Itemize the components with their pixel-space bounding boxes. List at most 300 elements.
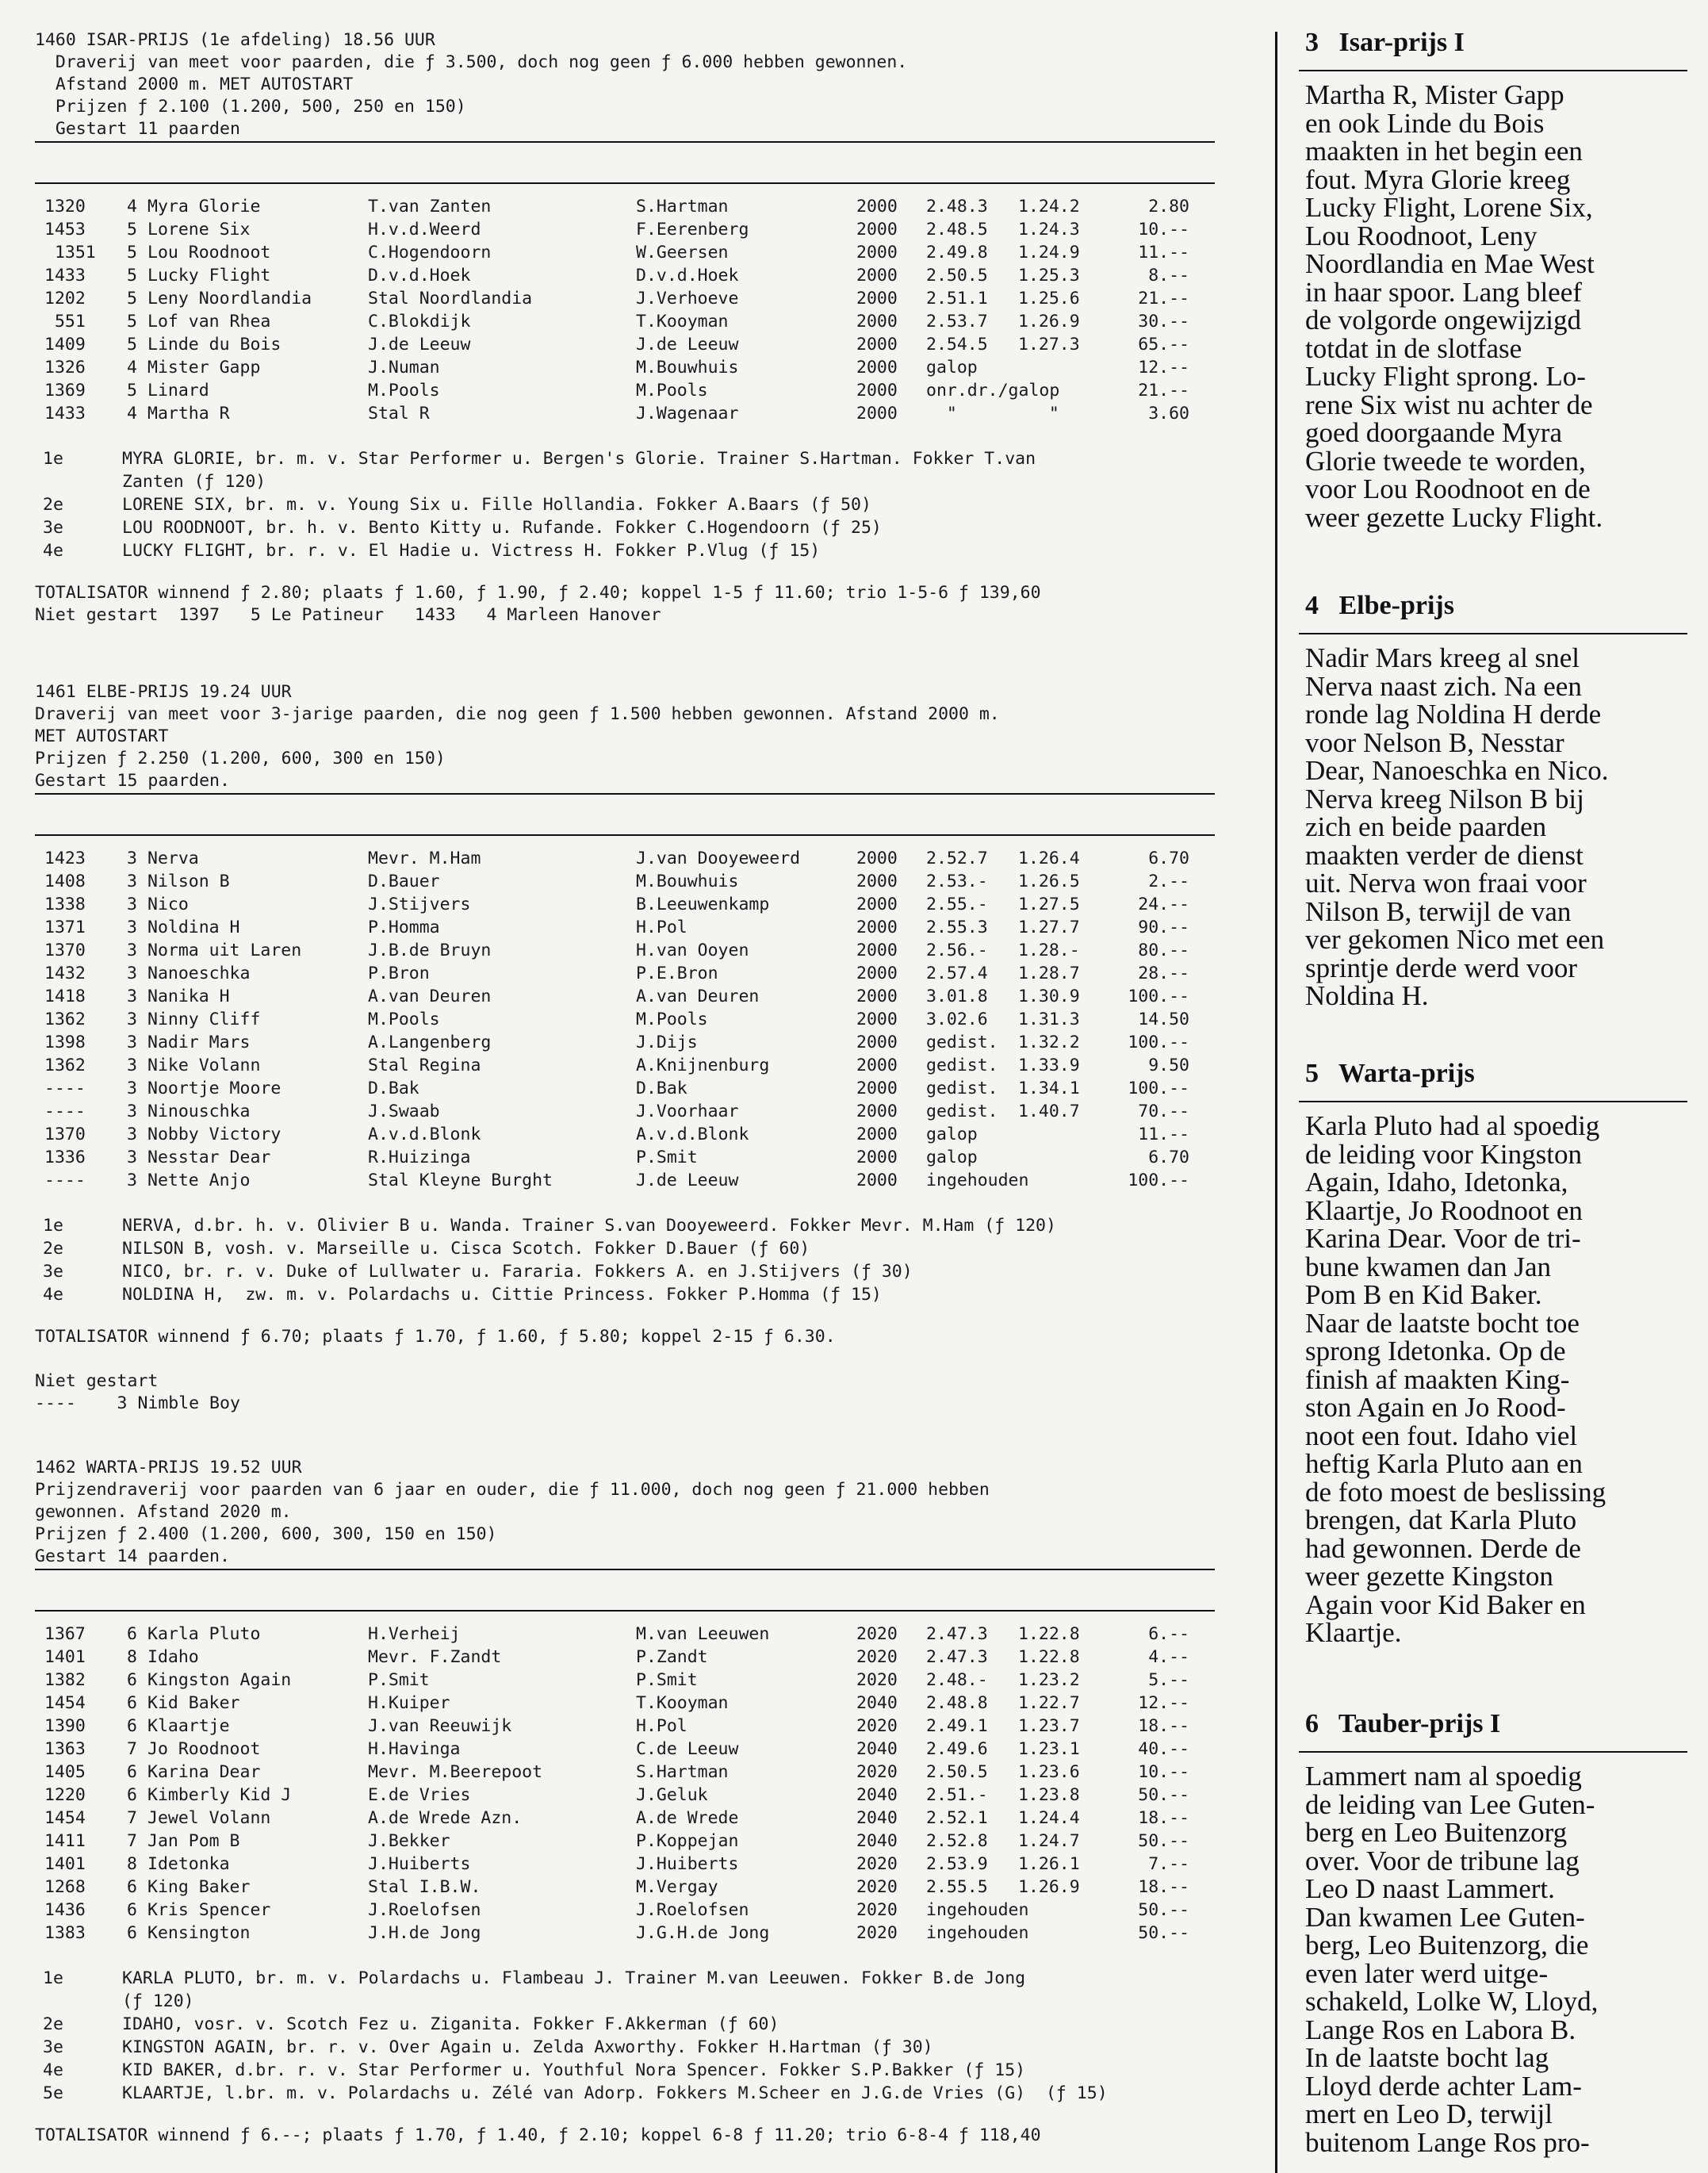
col-eigenaar: J.H.de Jong (368, 1923, 481, 1943)
col-lft: 5 (127, 266, 137, 286)
col-km-tijd: 1.26.4 (1018, 849, 1080, 868)
table-row (35, 985, 1224, 1008)
col-tot-tijd: 2.53.7 (926, 312, 988, 332)
race-footer: Niet gestart (35, 1371, 159, 1391)
col-eigenaar: Mevr. M.Beerepoot (368, 1762, 543, 1782)
placing-rank: 2e (43, 495, 63, 515)
col-km-tijd: 1.26.5 (1018, 872, 1080, 891)
race-conditions: Prijzen ƒ 2.100 (1.200, 500, 250 en 150) (35, 97, 466, 117)
col-naam: Lorene Six (147, 220, 251, 240)
race-report (1305, 590, 1694, 1010)
placing-rank: 4e (43, 541, 63, 561)
col-eigenaar: C.Hogendoorn (368, 243, 492, 263)
table-rule-bottom (35, 834, 1215, 836)
col-tot-tijd: 2.48.8 (926, 1693, 988, 1713)
col-rijder: M.Pools (636, 381, 708, 400)
col-afstand: 2000 (856, 381, 898, 400)
col-km-tijd: 1.25.6 (1018, 289, 1080, 309)
placing (35, 2082, 1224, 2105)
col-naam: Nico (147, 895, 189, 914)
col-naam: Karina Dear (147, 1762, 261, 1782)
col-eigenaar: R.Huizinga (368, 1148, 471, 1167)
col-afstand: 2020 (856, 1670, 898, 1690)
report-title: 5 Warta-prijs (1305, 1059, 1475, 1088)
col-rijder: M.van Leeuwen (636, 1624, 770, 1644)
col-naam: Ninouschka (147, 1102, 251, 1121)
col-vk: 1398 (44, 1033, 86, 1052)
col-afstand: 2000 (856, 266, 898, 286)
table-row (35, 195, 1224, 218)
col-tot-tijd: 2.48.- (926, 1670, 988, 1690)
col-lft: 3 (127, 964, 137, 983)
col-eigenaar: Mevr. F.Zandt (368, 1647, 502, 1667)
col-def-cote: 9.50 (1148, 1056, 1189, 1075)
col-tot-tijd: galop (926, 358, 978, 377)
col-afstand: 2000 (856, 197, 898, 217)
race-title: 1461 ELBE-PRIJS 19.24 UUR (35, 682, 292, 702)
col-tot-tijd: 2.53.- (926, 872, 988, 891)
placing-text: NERVA, d.br. h. v. Olivier B u. Wanda. Trainer S.van Dooyeweerd. Fokker Mevr. M.Ham (ƒ 120) (122, 1216, 1056, 1236)
col-afstand: 2040 (856, 1739, 898, 1759)
col-afstand: 2000 (856, 987, 898, 1006)
race-conditions: Gestart 11 paarden (35, 119, 240, 139)
col-naam: Kingston Again (147, 1670, 292, 1690)
col-eigenaar: J.Stijvers (368, 895, 471, 914)
col-km-tijd: 1.22.8 (1018, 1647, 1080, 1667)
col-naam: Noldina H (147, 918, 240, 937)
col-rijder: P.E.Bron (636, 964, 718, 983)
col-naam: Leny Noordlandia (147, 289, 312, 309)
col-km-tijd: 1.22.7 (1018, 1693, 1080, 1713)
table-row (35, 1876, 1224, 1899)
col-def-cote: 8.-- (1148, 266, 1189, 286)
col-lft: 6 (127, 1900, 137, 1920)
col-vk: 1433 (44, 266, 86, 286)
col-tot-tijd: 2.49.1 (926, 1716, 988, 1736)
col-naam: Lucky Flight (147, 266, 271, 286)
col-eigenaar: P.Bron (368, 964, 430, 983)
col-eigenaar: Stal I.B.W. (368, 1877, 481, 1897)
col-vk: ---- (44, 1079, 86, 1098)
col-lft: 3 (127, 895, 137, 914)
col-def-cote: 100.-- (1128, 1033, 1189, 1052)
results-table (35, 1623, 1224, 1945)
table-row (35, 1692, 1224, 1715)
col-vk: 1418 (44, 987, 86, 1006)
col-km-tijd: 1.24.7 (1018, 1831, 1080, 1851)
report-body: Nadir Mars kreeg al snel Nerva naast zich. Na een ronde lag Noldina H derde voor Nelson B, Nesstar Dear, Nanoeschka en Nico. Nerva kreeg Nilson B bij zich en beide paarden maakten verder de dienst uit. Nerva won fraai voor Nilson B, terwijl de van ver gekomen Nico met een sprintje derde werd voor Noldina H. (1305, 642, 1609, 1011)
col-def-cote: 10.-- (1138, 220, 1189, 240)
col-lft: 4 (127, 197, 137, 217)
col-km-tijd: 1.23.8 (1018, 1785, 1080, 1805)
col-def-cote: 3.60 (1148, 404, 1189, 423)
col-km-tijd: 1.26.1 (1018, 1854, 1080, 1874)
col-vk: 1390 (44, 1716, 86, 1736)
col-eigenaar: H.Verheij (368, 1624, 461, 1644)
report-rule (1299, 1751, 1687, 1753)
placing-rank: 5e (43, 2083, 63, 2103)
col-km-tijd: 1.24.9 (1018, 243, 1080, 263)
col-km-tijd: 1.22.8 (1018, 1624, 1080, 1644)
col-naam: Kimberly Kid J (147, 1785, 292, 1805)
col-lft: 3 (127, 1125, 137, 1144)
placing (35, 516, 1224, 539)
table-rule-bottom (35, 1610, 1215, 1612)
col-lft: 6 (127, 1624, 137, 1644)
col-km-tijd: 1.26.9 (1018, 312, 1080, 332)
col-afstand: 2000 (856, 1010, 898, 1029)
col-vk: 1362 (44, 1056, 86, 1075)
col-tot-tijd: " (926, 404, 957, 423)
col-naam: Noortje Moore (147, 1079, 281, 1098)
col-eigenaar: A.de Wrede Azn. (368, 1808, 523, 1828)
col-naam: Klaartje (147, 1716, 230, 1736)
table-row (35, 1922, 1224, 1945)
col-tot-tijd: 2.55.- (926, 895, 988, 914)
table-row (35, 287, 1224, 310)
placing-text: NICO, br. r. v. Duke of Lullwater u. Fararia. Fokkers A. en J.Stijvers (ƒ 30) (122, 1262, 913, 1282)
col-vk: 1369 (44, 381, 86, 400)
col-def-cote: 6.70 (1148, 1148, 1189, 1167)
col-rijder: A.Knijnenburg (636, 1056, 770, 1075)
col-vk: 1408 (44, 872, 86, 891)
race-conditions: Draverij van meet voor 3-jarige paarden, die nog geen ƒ 1.500 hebben gewonnen. Afstand 2000 m. (35, 704, 1000, 724)
col-vk: ---- (44, 1102, 86, 1121)
col-lft: 6 (127, 1670, 137, 1690)
col-lft: 5 (127, 335, 137, 355)
table-row (35, 1807, 1224, 1830)
col-km-tijd: 1.28.- (1018, 941, 1080, 960)
col-km-tijd: 1.31.3 (1018, 1010, 1080, 1029)
table-row (35, 1031, 1224, 1054)
col-naam: Nanoeschka (147, 964, 251, 983)
col-afstand: 2000 (856, 1102, 898, 1121)
placing-text: NILSON B, vosh. v. Marseille u. Cisca Scotch. Fokker D.Bauer (ƒ 60) (122, 1239, 810, 1259)
col-naam: King Baker (147, 1877, 251, 1897)
table-row (35, 1123, 1224, 1146)
col-naam: Lou Roodnoot (147, 243, 271, 263)
col-lft: 8 (127, 1854, 137, 1874)
col-eigenaar: P.Homma (368, 918, 440, 937)
placing (35, 539, 1224, 562)
race-conditions: Draverij van meet voor paarden, die ƒ 3.500, doch nog geen ƒ 6.000 hebben gewonnen. (35, 52, 908, 72)
col-tot-tijd: 2.48.3 (926, 197, 988, 217)
col-rijder: F.Eerenberg (636, 220, 749, 240)
col-km-tijd: " (1018, 404, 1059, 423)
col-afstand: 2000 (856, 1125, 898, 1144)
col-km-tijd: 1.40.7 (1018, 1102, 1080, 1121)
race-conditions: gewonnen. Afstand 2020 m. (35, 1502, 292, 1522)
table-row (35, 1646, 1224, 1669)
col-eigenaar: M.Pools (368, 1010, 440, 1029)
col-tot-tijd: 2.55.3 (926, 918, 988, 937)
col-rijder: M.Vergay (636, 1877, 718, 1897)
table-row (35, 1146, 1224, 1169)
col-def-cote: 18.-- (1138, 1716, 1189, 1736)
col-lft: 6 (127, 1762, 137, 1782)
col-tot-tijd: 2.55.5 (926, 1877, 988, 1897)
col-km-tijd: 1.24.3 (1018, 220, 1080, 240)
race-title: 1462 WARTA-PRIJS 19.52 UUR (35, 1458, 302, 1477)
col-def-cote: 11.-- (1138, 1125, 1189, 1144)
race-footer: TOTALISATOR winnend ƒ 6.--; plaats ƒ 1.70, ƒ 1.40, ƒ 2.10; koppel 6-8 ƒ 11.20; trio 6-8-4 ƒ 118,40 (35, 2125, 1041, 2145)
col-rijder: J.van Dooyeweerd (636, 849, 801, 868)
table-header (35, 1570, 1224, 1612)
col-def-cote: 21.-- (1138, 381, 1189, 400)
col-def-cote: 90.-- (1138, 918, 1189, 937)
col-naam: Lof van Rhea (147, 312, 271, 332)
placing (35, 1237, 1224, 1260)
col-def-cote: 6.-- (1148, 1624, 1189, 1644)
col-eigenaar: Stal Noordlandia (368, 289, 533, 309)
col-naam: Kris Spencer (147, 1900, 271, 1920)
col-eigenaar: D.Bak (368, 1079, 419, 1098)
results-table (35, 847, 1224, 1192)
col-naam: Linard (147, 381, 209, 400)
col-tot-tijd: ingehouden (926, 1171, 1029, 1190)
col-rijder: J.Verhoeve (636, 289, 739, 309)
col-afstand: 2000 (856, 941, 898, 960)
placing (35, 2059, 1224, 2082)
col-afstand: 2040 (856, 1831, 898, 1851)
col-vk: 1326 (44, 358, 86, 377)
placing (35, 2036, 1224, 2059)
table-row (35, 916, 1224, 939)
col-tot-tijd: gedist. (926, 1056, 998, 1075)
col-eigenaar: A.v.d.Blonk (368, 1125, 481, 1144)
race-title: 1460 ISAR-PRIJS (1e afdeling) 18.56 UUR (35, 30, 435, 50)
race-conditions: Gestart 15 paarden. (35, 771, 230, 791)
table-row (35, 218, 1224, 241)
col-lft: 4 (127, 358, 137, 377)
col-eigenaar: Stal R (368, 404, 430, 423)
col-naam: Myra Glorie (147, 197, 261, 217)
col-eigenaar: J.Numan (368, 358, 440, 377)
col-tot-tijd: 2.52.7 (926, 849, 988, 868)
col-naam: Jan Pom B (147, 1831, 240, 1851)
table-row (35, 310, 1224, 333)
col-naam: Nette Anjo (147, 1171, 251, 1190)
col-rijder: P.Koppejan (636, 1831, 739, 1851)
col-naam: Nadir Mars (147, 1033, 251, 1052)
placing (35, 1967, 1224, 2013)
col-vk: 1409 (44, 335, 86, 355)
col-afstand: 2020 (856, 1900, 898, 1920)
col-vk: 1453 (44, 220, 86, 240)
col-lft: 3 (127, 872, 137, 891)
placing (35, 1214, 1224, 1237)
table-row (35, 241, 1224, 264)
table-row (35, 379, 1224, 402)
col-def-cote: 80.-- (1138, 941, 1189, 960)
col-vk: 1371 (44, 918, 86, 937)
col-rijder: S.Hartman (636, 1762, 729, 1782)
col-eigenaar: H.Kuiper (368, 1693, 450, 1713)
col-lft: 7 (127, 1739, 137, 1759)
col-vk: 1454 (44, 1693, 86, 1713)
col-rijder: J.de Leeuw (636, 1171, 739, 1190)
col-afstand: 2000 (856, 918, 898, 937)
col-eigenaar: Stal Kleyne Burght (368, 1171, 553, 1190)
col-afstand: 2020 (856, 1923, 898, 1943)
col-tot-tijd: gedist. (926, 1102, 998, 1121)
col-km-tijd: 1.23.7 (1018, 1716, 1080, 1736)
placing-text: IDAHO, vosr. v. Scotch Fez u. Ziganita. Fokker F.Akkerman (ƒ 60) (122, 2014, 779, 2034)
col-afstand: 2000 (856, 243, 898, 263)
col-km-tijd: 1.23.1 (1018, 1739, 1080, 1759)
column-divider (1275, 32, 1277, 2173)
col-eigenaar: J.Bekker (368, 1831, 450, 1851)
col-naam: Mister Gapp (147, 358, 261, 377)
col-vk: 1362 (44, 1010, 86, 1029)
placing (35, 493, 1224, 516)
col-tot-tijd: 2.47.3 (926, 1647, 988, 1667)
col-def-cote: 2.80 (1148, 197, 1189, 217)
col-def-cote: 12.-- (1138, 1693, 1189, 1713)
col-vk: 1383 (44, 1923, 86, 1943)
col-def-cote: 100.-- (1128, 987, 1189, 1006)
col-tot-tijd: 2.50.5 (926, 1762, 988, 1782)
col-afstand: 2000 (856, 1033, 898, 1052)
col-def-cote: 30.-- (1138, 312, 1189, 332)
race-footer: TOTALISATOR winnend ƒ 6.70; plaats ƒ 1.70, ƒ 1.60, ƒ 5.80; koppel 2-15 ƒ 6.30. (35, 1327, 836, 1347)
table-row (35, 1100, 1224, 1123)
col-rijder: A.de Wrede (636, 1808, 739, 1828)
col-lft: 3 (127, 1171, 137, 1190)
col-rijder: J.Huiberts (636, 1854, 739, 1874)
col-naam: Idaho (147, 1647, 199, 1667)
col-lft: 6 (127, 1693, 137, 1713)
table-row (35, 939, 1224, 962)
col-afstand: 2020 (856, 1647, 898, 1667)
table-row (35, 1169, 1224, 1192)
report-title: 3 Isar-prijs I (1305, 28, 1465, 57)
col-eigenaar: J.Roelofsen (368, 1900, 481, 1920)
col-lft: 5 (127, 243, 137, 263)
col-afstand: 2000 (856, 1079, 898, 1098)
placing-rank: 3e (43, 1262, 63, 1282)
col-afstand: 2000 (856, 849, 898, 868)
col-tot-tijd: galop (926, 1148, 978, 1167)
col-afstand: 2000 (856, 1056, 898, 1075)
col-tot-tijd: ingehouden (926, 1923, 1029, 1943)
col-rijder: B.Leeuwenkamp (636, 895, 770, 914)
col-eigenaar: D.v.d.Hoek (368, 266, 471, 286)
col-afstand: 2000 (856, 895, 898, 914)
col-tot-tijd: 2.52.8 (926, 1831, 988, 1851)
col-rijder: J.Wagenaar (636, 404, 739, 423)
col-lft: 4 (127, 404, 137, 423)
col-lft: 3 (127, 1102, 137, 1121)
col-def-cote: 18.-- (1138, 1877, 1189, 1897)
col-rijder: H.van Ooyen (636, 941, 749, 960)
table-row (35, 1853, 1224, 1876)
col-naam: Nike Volann (147, 1056, 261, 1075)
col-eigenaar: Stal Regina (368, 1056, 481, 1075)
col-rijder: J.Geluk (636, 1785, 708, 1805)
col-afstand: 2000 (856, 872, 898, 891)
placing-text: LOU ROODNOOT, br. h. v. Bento Kitty u. Rufande. Fokker C.Hogendoorn (ƒ 25) (122, 518, 882, 538)
race-report (1305, 27, 1694, 531)
col-tot-tijd: 2.54.5 (926, 335, 988, 355)
report-title: 4 Elbe-prijs (1305, 591, 1454, 620)
col-afstand: 2020 (856, 1762, 898, 1782)
col-km-tijd: 1.32.2 (1018, 1033, 1080, 1052)
col-eigenaar: E.de Vries (368, 1785, 471, 1805)
col-rijder: J.Roelofsen (636, 1900, 749, 1920)
race-conditions: Prijzendraverij voor paarden van 6 jaar en ouder, die ƒ 11.000, doch nog geen ƒ 21.000 hebben (35, 1480, 990, 1500)
col-naam: Jewel Volann (147, 1808, 271, 1828)
race-conditions: Gestart 14 paarden. (35, 1546, 230, 1566)
race-report (1305, 1708, 1694, 2156)
col-rijder: H.Pol (636, 918, 687, 937)
col-eigenaar: H.v.d.Weerd (368, 220, 481, 240)
table-row (35, 1077, 1224, 1100)
col-def-cote: 5.-- (1148, 1670, 1189, 1690)
col-def-cote: 21.-- (1138, 289, 1189, 309)
col-naam: Karla Pluto (147, 1624, 261, 1644)
col-def-cote: 100.-- (1128, 1079, 1189, 1098)
table-rule-bottom (35, 182, 1215, 184)
col-rijder: S.Hartman (636, 197, 729, 217)
col-def-cote: 100.-- (1128, 1171, 1189, 1190)
col-rijder: A.van Deuren (636, 987, 760, 1006)
col-naam: Idetonka (147, 1854, 230, 1874)
col-rijder: M.Bouwhuis (636, 872, 739, 891)
col-vk: 1367 (44, 1624, 86, 1644)
table-row (35, 1669, 1224, 1692)
col-def-cote: 10.-- (1138, 1762, 1189, 1782)
col-eigenaar: P.Smit (368, 1670, 430, 1690)
col-afstand: 2000 (856, 289, 898, 309)
col-afstand: 2040 (856, 1785, 898, 1805)
col-tot-tijd: 3.02.6 (926, 1010, 988, 1029)
col-rijder: P.Zandt (636, 1647, 708, 1667)
race-conditions: Afstand 2000 m. MET AUTOSTART (35, 75, 354, 94)
col-tot-tijd: 2.53.9 (926, 1854, 988, 1874)
table-row (35, 1899, 1224, 1922)
col-km-tijd: 1.30.9 (1018, 987, 1080, 1006)
col-lft: 6 (127, 1923, 137, 1943)
placing-rank: 2e (43, 2014, 63, 2034)
col-eigenaar: H.Havinga (368, 1739, 461, 1759)
col-naam: Linde du Bois (147, 335, 281, 355)
col-km-tijd: 1.25.3 (1018, 266, 1080, 286)
col-tot-tijd: 2.49.8 (926, 243, 988, 263)
table-row (35, 1715, 1224, 1738)
col-vk: 1268 (44, 1877, 86, 1897)
col-naam: Nobby Victory (147, 1125, 281, 1144)
col-tot-tijd: 2.47.3 (926, 1624, 988, 1644)
col-tot-tijd: galop (926, 1125, 978, 1144)
col-lft: 3 (127, 987, 137, 1006)
col-tot-tijd: gedist. (926, 1033, 998, 1052)
col-eigenaar: A.van Deuren (368, 987, 492, 1006)
col-tot-tijd: 2.50.5 (926, 266, 988, 286)
col-afstand: 2000 (856, 220, 898, 240)
race-conditions: MET AUTOSTART (35, 726, 169, 746)
placing-rank: 1e (43, 1968, 63, 1988)
col-vk: 1382 (44, 1670, 86, 1690)
col-vk: 1436 (44, 1900, 86, 1920)
placing (35, 447, 1224, 493)
col-rijder: D.Bak (636, 1079, 687, 1098)
col-naam: Martha R (147, 404, 230, 423)
placing-rank: 4e (43, 1285, 63, 1305)
col-vk: 1370 (44, 1125, 86, 1144)
col-vk: 1320 (44, 197, 86, 217)
col-lft: 3 (127, 1148, 137, 1167)
